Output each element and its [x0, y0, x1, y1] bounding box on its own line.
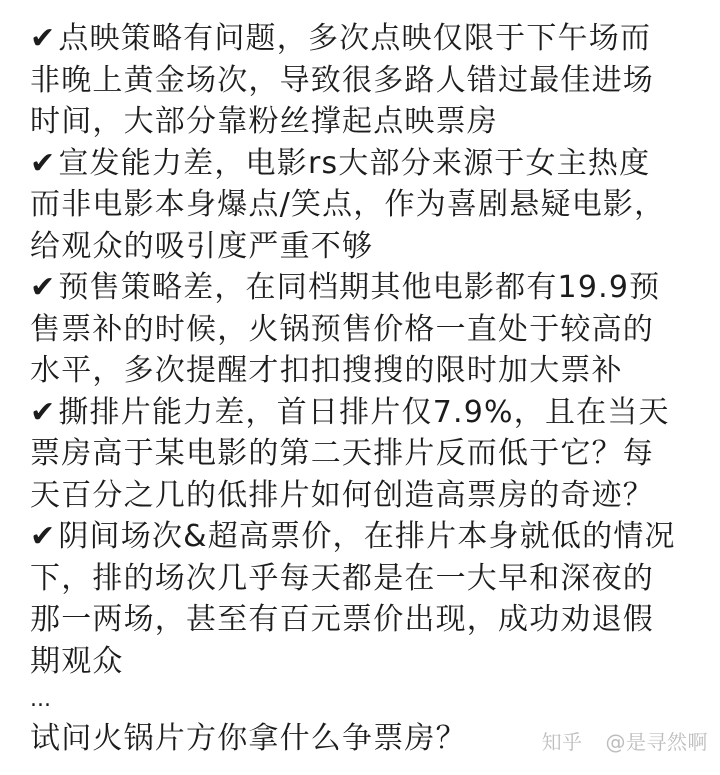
point-2-text: 宣发能力差，电影rs大部分来源于女主热度 而非电影本身爆点/笑点，作为喜剧悬疑电影， 给观众的吸引度严重不够 — [30, 145, 666, 264]
point-5-text: 阴间场次&超高票价，在排片本身就低的情况 下，排的场次几乎每天都是在一大早和深夜的 那一两场，甚至有百元票价出现，成功劝退假 期观众 — [30, 519, 676, 679]
point-1-text: 点映策略有问题，多次点映仅限于下午场而 非晚上黄金场次，导致很多路人错过最佳进场 时间，大部分靠粉丝撑起点映票房 — [30, 21, 654, 139]
watermark-source: 知乎 — [541, 730, 583, 754]
point-4 — [30, 392, 710, 517]
watermark — [542, 726, 708, 755]
checkmark-icon: ✔ — [30, 394, 57, 430]
checkmark-icon: ✔ — [30, 519, 57, 554]
point-4-text: 撕排片能力差，首日排片仅7.9%，且在当天 票房高于某电影的第二天排片反而低于它？每 天百分之几的低排片如何创造高票房的奇迹？ — [30, 394, 670, 513]
checkmark-icon: ✔ — [30, 270, 57, 305]
checkmark-icon: ✔ — [30, 145, 57, 181]
point-1 — [30, 18, 710, 143]
closing-question: 试问火锅片方你拿什么争票房？ — [30, 721, 467, 756]
point-3-text: 预售策略差，在同档期其他电影都有19.9预 售票补的时候，火锅预售价格一直处于较高的 水平，多次提醒才扣扣搜搜的限时加大票补 — [30, 270, 661, 388]
watermark-user: @是寻然啊 — [605, 730, 708, 754]
watermark-separator — [591, 730, 598, 754]
point-3 — [30, 267, 710, 392]
point-5 — [30, 516, 710, 682]
post-body — [30, 18, 710, 760]
ellipsis-text: ... — [30, 687, 51, 712]
point-2 — [30, 143, 710, 268]
checkmark-icon: ✔ — [30, 21, 57, 56]
